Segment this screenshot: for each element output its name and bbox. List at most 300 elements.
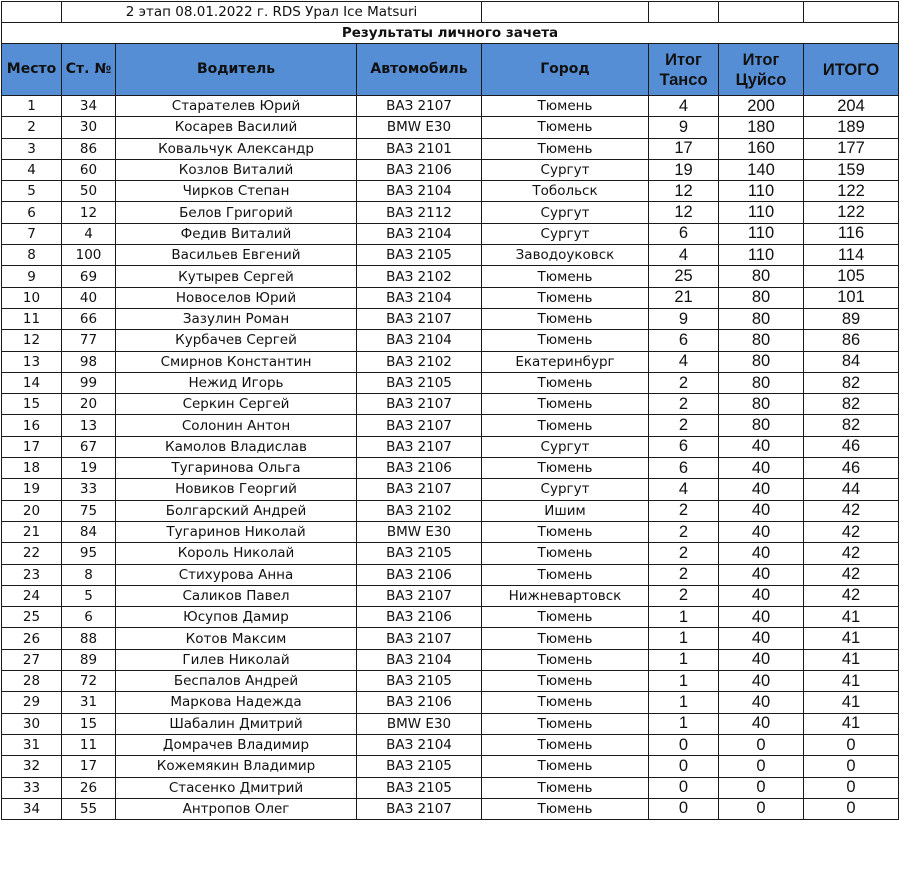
cell-total: 86 [804,330,899,351]
cell-city: Тюмень [482,308,649,329]
cell-tsuiso: 80 [719,308,804,329]
cell-tanso: 6 [649,436,719,457]
cell-driver: Домрачев Владимир [116,734,357,755]
cell-number: 50 [62,181,116,202]
cell-driver: Антропов Олег [116,798,357,819]
cell-total: 42 [804,521,899,542]
cell-total: 84 [804,351,899,372]
cell-place: 32 [2,756,62,777]
cell-driver: Федив Виталий [116,223,357,244]
cell-tsuiso: 160 [719,138,804,159]
table-row [2,777,899,798]
cell-car: ВАЗ 2107 [357,798,482,819]
cell-car: BMW E30 [357,521,482,542]
cell-place: 29 [2,692,62,713]
cell-city: Тюмень [482,671,649,692]
cell-driver: Маркова Надежда [116,692,357,713]
cell-city: Сургут [482,223,649,244]
cell-car: ВАЗ 2102 [357,351,482,372]
table-row [2,394,899,415]
cell-city: Тюмень [482,372,649,393]
cell-city: Тюмень [482,543,649,564]
col-header-number: Ст. № [62,44,116,96]
col-header-city: Город [482,44,649,96]
cell-city: Тюмень [482,138,649,159]
cell-number: 30 [62,117,116,138]
table-row [2,351,899,372]
cell-driver: Котов Максим [116,628,357,649]
table-row [2,798,899,819]
cell-place: 33 [2,777,62,798]
cell-tsuiso: 110 [719,181,804,202]
cell-number: 6 [62,607,116,628]
cell-tsuiso: 110 [719,202,804,223]
cell-driver: Беспалов Андрей [116,671,357,692]
cell-tanso: 1 [649,671,719,692]
cell-total: 42 [804,585,899,606]
cell-city: Тюмень [482,96,649,117]
cell-car: ВАЗ 2106 [357,692,482,713]
cell-car: ВАЗ 2104 [357,649,482,670]
cell-total: 116 [804,223,899,244]
cell-city: Сургут [482,159,649,180]
cell-car: ВАЗ 2112 [357,202,482,223]
table-row [2,436,899,457]
title-row [2,2,899,23]
cell-driver: Болгарский Андрей [116,500,357,521]
table-row [2,117,899,138]
cell-car: ВАЗ 2107 [357,436,482,457]
cell-driver: Васильев Евгений [116,245,357,266]
cell-tanso: 4 [649,245,719,266]
cell-number: 5 [62,585,116,606]
cell-total: 41 [804,671,899,692]
cell-place: 25 [2,607,62,628]
cell-tanso: 25 [649,266,719,287]
cell-tanso: 0 [649,734,719,755]
event-title: 2 этап 08.01.2022 г. RDS Урал Ice Matsuri [62,2,482,23]
cell-tsuiso: 40 [719,713,804,734]
cell-driver: Серкин Сергей [116,394,357,415]
cell-total: 41 [804,692,899,713]
cell-driver: Солонин Антон [116,415,357,436]
cell-driver: Белов Григорий [116,202,357,223]
cell-total: 0 [804,756,899,777]
cell-tanso: 6 [649,223,719,244]
cell-total: 0 [804,777,899,798]
cell-city: Тюмень [482,458,649,479]
cell-tsuiso: 140 [719,159,804,180]
col-header-tanso-line1: Итог [665,50,702,69]
cell-city: Тобольск [482,181,649,202]
cell-total: 101 [804,287,899,308]
cell-total: 82 [804,372,899,393]
cell-city: Тюмень [482,798,649,819]
cell-tsuiso: 40 [719,479,804,500]
cell-driver: Стихурова Анна [116,564,357,585]
cell-place: 19 [2,479,62,500]
cell-total: 41 [804,607,899,628]
empty-cell [649,2,719,23]
cell-number: 4 [62,223,116,244]
cell-car: BMW E30 [357,117,482,138]
cell-tsuiso: 80 [719,330,804,351]
cell-tanso: 1 [649,607,719,628]
cell-number: 100 [62,245,116,266]
col-header-total: ИТОГО [804,44,899,96]
cell-driver: Новоселов Юрий [116,287,357,308]
cell-city: Тюмень [482,330,649,351]
results-subtitle: Результаты личного зачета [2,23,899,44]
table-row [2,330,899,351]
cell-total: 44 [804,479,899,500]
subtitle-row [2,23,899,44]
table-row [2,202,899,223]
cell-total: 89 [804,308,899,329]
header-row [2,44,899,96]
cell-tsuiso: 40 [719,692,804,713]
cell-tsuiso: 80 [719,372,804,393]
cell-place: 6 [2,202,62,223]
cell-driver: Кожемякин Владимир [116,756,357,777]
cell-place: 30 [2,713,62,734]
cell-tsuiso: 40 [719,649,804,670]
cell-car: ВАЗ 2106 [357,159,482,180]
cell-place: 14 [2,372,62,393]
cell-tanso: 12 [649,202,719,223]
cell-place: 13 [2,351,62,372]
cell-car: ВАЗ 2105 [357,372,482,393]
cell-car: ВАЗ 2104 [357,287,482,308]
table-row [2,713,899,734]
cell-number: 11 [62,734,116,755]
cell-tanso: 0 [649,777,719,798]
table-row [2,415,899,436]
cell-tsuiso: 200 [719,96,804,117]
cell-driver: Тугаринова Ольга [116,458,357,479]
cell-tsuiso: 80 [719,394,804,415]
cell-number: 98 [62,351,116,372]
cell-city: Тюмень [482,607,649,628]
cell-number: 99 [62,372,116,393]
cell-tsuiso: 40 [719,585,804,606]
col-header-place: Место [2,44,62,96]
cell-city: Сургут [482,436,649,457]
cell-tanso: 0 [649,798,719,819]
col-header-tanso-line2: Тансо [659,70,708,89]
cell-tsuiso: 40 [719,500,804,521]
cell-tsuiso: 40 [719,628,804,649]
cell-tanso: 2 [649,543,719,564]
cell-total: 105 [804,266,899,287]
cell-driver: Козлов Виталий [116,159,357,180]
cell-total: 42 [804,500,899,521]
cell-city: Ишим [482,500,649,521]
cell-car: ВАЗ 2106 [357,607,482,628]
cell-driver: Новиков Георгий [116,479,357,500]
cell-tanso: 12 [649,181,719,202]
cell-total: 82 [804,394,899,415]
cell-total: 42 [804,564,899,585]
cell-total: 41 [804,649,899,670]
cell-number: 8 [62,564,116,585]
cell-tanso: 9 [649,308,719,329]
cell-number: 33 [62,479,116,500]
cell-place: 15 [2,394,62,415]
cell-tanso: 1 [649,649,719,670]
cell-tanso: 2 [649,564,719,585]
cell-tsuiso: 80 [719,351,804,372]
cell-tsuiso: 0 [719,777,804,798]
cell-place: 4 [2,159,62,180]
cell-place: 20 [2,500,62,521]
cell-car: ВАЗ 2102 [357,500,482,521]
cell-car: ВАЗ 2107 [357,479,482,500]
cell-total: 159 [804,159,899,180]
cell-car: ВАЗ 2104 [357,330,482,351]
table-row [2,628,899,649]
cell-place: 10 [2,287,62,308]
cell-driver: Чирков Степан [116,181,357,202]
cell-number: 26 [62,777,116,798]
cell-driver: Нежид Игорь [116,372,357,393]
cell-city: Тюмень [482,266,649,287]
cell-number: 67 [62,436,116,457]
cell-place: 21 [2,521,62,542]
cell-car: ВАЗ 2105 [357,777,482,798]
cell-tsuiso: 40 [719,436,804,457]
cell-city: Сургут [482,202,649,223]
cell-driver: Зазулин Роман [116,308,357,329]
cell-city: Екатеринбург [482,351,649,372]
cell-car: ВАЗ 2105 [357,756,482,777]
cell-city: Тюмень [482,649,649,670]
cell-city: Тюмень [482,756,649,777]
table-row [2,159,899,180]
cell-total: 41 [804,628,899,649]
cell-total: 42 [804,543,899,564]
table-row [2,96,899,117]
cell-tsuiso: 180 [719,117,804,138]
cell-number: 40 [62,287,116,308]
cell-place: 18 [2,458,62,479]
cell-city: Тюмень [482,734,649,755]
cell-place: 2 [2,117,62,138]
cell-tsuiso: 40 [719,607,804,628]
col-header-tsuiso-line2: Цуйсо [735,70,787,89]
cell-place: 9 [2,266,62,287]
cell-number: 15 [62,713,116,734]
cell-city: Тюмень [482,394,649,415]
cell-place: 17 [2,436,62,457]
cell-city: Тюмень [482,521,649,542]
cell-tanso: 2 [649,585,719,606]
cell-car: ВАЗ 2106 [357,564,482,585]
cell-tanso: 4 [649,96,719,117]
cell-driver: Кутырев Сергей [116,266,357,287]
cell-tanso: 2 [649,415,719,436]
cell-tsuiso: 40 [719,543,804,564]
cell-tsuiso: 80 [719,287,804,308]
cell-place: 1 [2,96,62,117]
cell-tanso: 6 [649,458,719,479]
col-header-tanso [649,44,719,96]
cell-place: 27 [2,649,62,670]
cell-total: 41 [804,713,899,734]
cell-car: ВАЗ 2105 [357,543,482,564]
cell-driver: Стасенко Дмитрий [116,777,357,798]
cell-total: 0 [804,798,899,819]
cell-place: 3 [2,138,62,159]
cell-tanso: 2 [649,372,719,393]
cell-tsuiso: 80 [719,415,804,436]
cell-city: Тюмень [482,628,649,649]
cell-number: 72 [62,671,116,692]
cell-car: ВАЗ 2107 [357,628,482,649]
cell-number: 66 [62,308,116,329]
cell-driver: Косарев Василий [116,117,357,138]
cell-tanso: 19 [649,159,719,180]
cell-tsuiso: 40 [719,458,804,479]
cell-tanso: 0 [649,756,719,777]
cell-city: Сургут [482,479,649,500]
table-row [2,181,899,202]
cell-place: 24 [2,585,62,606]
cell-number: 20 [62,394,116,415]
table-row [2,543,899,564]
col-header-car: Автомобиль [357,44,482,96]
cell-number: 19 [62,458,116,479]
cell-driver: Юсупов Дамир [116,607,357,628]
cell-driver: Король Николай [116,543,357,564]
cell-driver: Саликов Павел [116,585,357,606]
cell-place: 26 [2,628,62,649]
cell-place: 8 [2,245,62,266]
cell-tanso: 1 [649,692,719,713]
cell-number: 69 [62,266,116,287]
cell-car: ВАЗ 2102 [357,266,482,287]
cell-tanso: 1 [649,713,719,734]
table-row [2,607,899,628]
cell-car: ВАЗ 2106 [357,458,482,479]
table-row [2,500,899,521]
cell-city: Тюмень [482,415,649,436]
cell-driver: Смирнов Константин [116,351,357,372]
table-row [2,585,899,606]
cell-place: 22 [2,543,62,564]
cell-tanso: 2 [649,521,719,542]
cell-tanso: 4 [649,479,719,500]
cell-tsuiso: 0 [719,756,804,777]
empty-cell [2,2,62,23]
results-table [1,1,899,820]
table-row [2,372,899,393]
cell-car: ВАЗ 2105 [357,671,482,692]
cell-driver: Курбачев Сергей [116,330,357,351]
empty-cell [804,2,899,23]
cell-tanso: 17 [649,138,719,159]
cell-place: 5 [2,181,62,202]
col-header-driver: Водитель [116,44,357,96]
table-row [2,734,899,755]
table-row [2,671,899,692]
cell-car: BMW E30 [357,713,482,734]
empty-cell [482,2,649,23]
cell-number: 77 [62,330,116,351]
cell-place: 16 [2,415,62,436]
cell-total: 189 [804,117,899,138]
cell-total: 122 [804,181,899,202]
col-header-tsuiso-line1: Итог [742,50,780,69]
cell-tsuiso: 40 [719,671,804,692]
table-row [2,287,899,308]
table-row [2,564,899,585]
cell-number: 88 [62,628,116,649]
table-row [2,756,899,777]
cell-total: 177 [804,138,899,159]
cell-number: 89 [62,649,116,670]
cell-number: 84 [62,521,116,542]
cell-driver: Гилев Николай [116,649,357,670]
cell-tanso: 2 [649,500,719,521]
cell-number: 31 [62,692,116,713]
cell-total: 204 [804,96,899,117]
table-row [2,692,899,713]
cell-driver: Шабалин Дмитрий [116,713,357,734]
table-row [2,521,899,542]
cell-tsuiso: 110 [719,245,804,266]
cell-number: 17 [62,756,116,777]
cell-city: Тюмень [482,692,649,713]
cell-number: 86 [62,138,116,159]
cell-driver: Камолов Владислав [116,436,357,457]
cell-city: Тюмень [482,564,649,585]
cell-number: 95 [62,543,116,564]
cell-total: 82 [804,415,899,436]
cell-car: ВАЗ 2107 [357,308,482,329]
cell-city: Нижневартовск [482,585,649,606]
cell-place: 12 [2,330,62,351]
cell-car: ВАЗ 2107 [357,585,482,606]
cell-number: 13 [62,415,116,436]
cell-tsuiso: 40 [719,521,804,542]
cell-total: 0 [804,734,899,755]
cell-car: ВАЗ 2107 [357,96,482,117]
cell-tsuiso: 110 [719,223,804,244]
cell-place: 11 [2,308,62,329]
cell-tsuiso: 40 [719,564,804,585]
table-row [2,138,899,159]
cell-total: 114 [804,245,899,266]
cell-place: 23 [2,564,62,585]
col-header-tsuiso [719,44,804,96]
cell-total: 122 [804,202,899,223]
cell-number: 34 [62,96,116,117]
cell-city: Тюмень [482,287,649,308]
cell-tanso: 4 [649,351,719,372]
empty-cell [719,2,804,23]
cell-car: ВАЗ 2107 [357,415,482,436]
cell-number: 55 [62,798,116,819]
cell-car: ВАЗ 2101 [357,138,482,159]
table-row [2,479,899,500]
cell-number: 75 [62,500,116,521]
table-row [2,308,899,329]
cell-total: 46 [804,458,899,479]
cell-tsuiso: 0 [719,798,804,819]
cell-tanso: 6 [649,330,719,351]
cell-city: Заводоуковск [482,245,649,266]
